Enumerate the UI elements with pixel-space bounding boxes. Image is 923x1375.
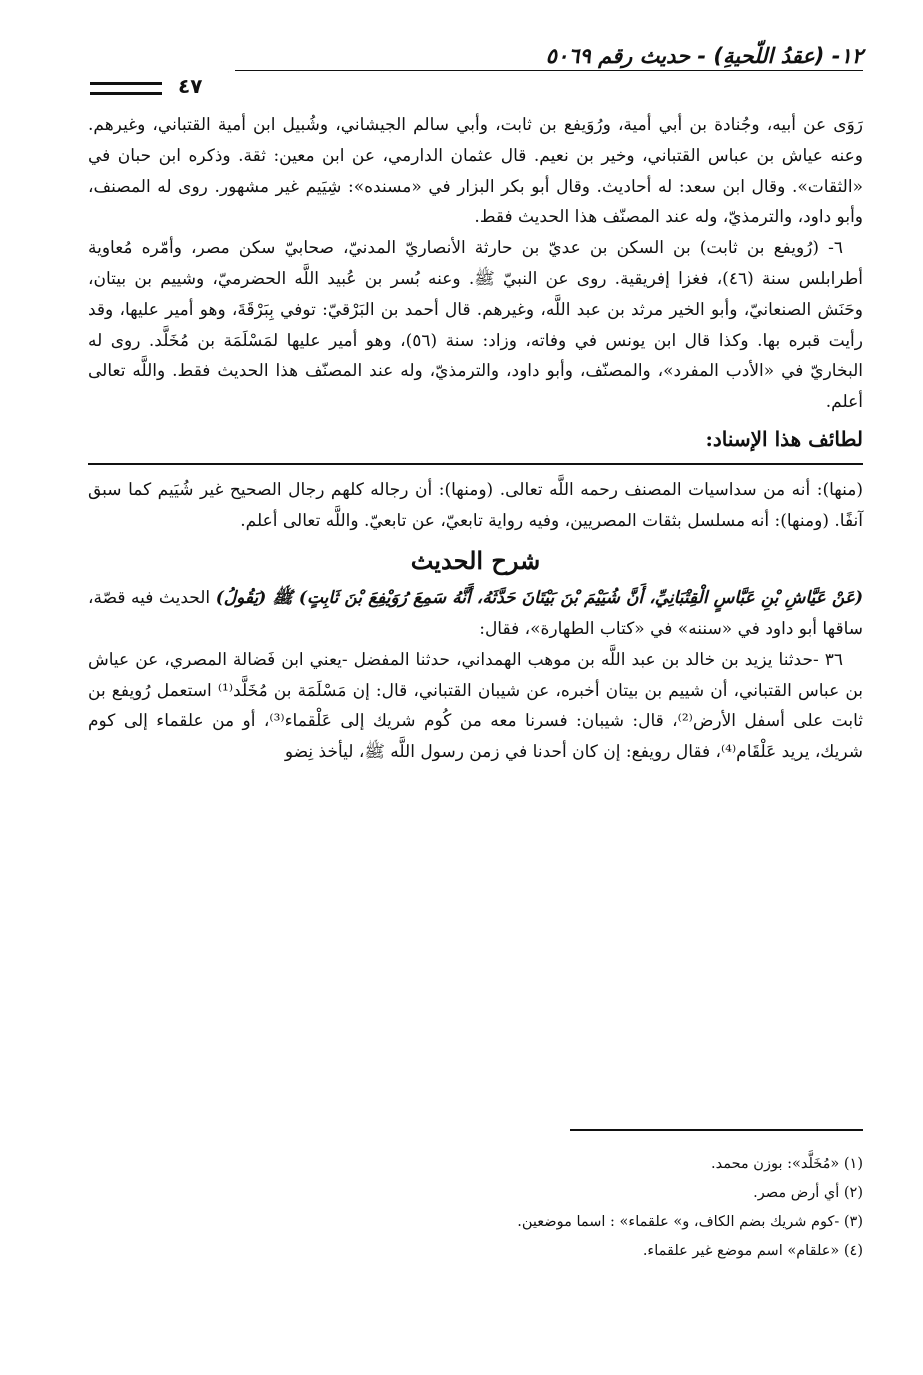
footnote-1: (١) «مُخَلَّد»: بوزن محمد. bbox=[710, 1156, 863, 1172]
paragraph-abu-dawud-narration: ٣٦ -حدثنا يزيد بن خالد بن عبد اللَّه بن موهب الهمداني، حدثنا المفضل -يعني ابن فَضالة المصري، عن عياش بن عباس القتباني، أن شييم بن بيتان أخبره، عن شيبان القتباني، قال: إن مَسْلَمَة بن مُخَلَّد⁽¹⁾ استعمل رُويفع بن ثابت على أسفل الأرض⁽²⁾، قال: شيبان: فسرنا معه من كُوم شريك إلى عَلْقماء⁽³⁾، أو من علقماء إلى كوم شريك، يريد عَلْقَام⁽⁴⁾، فقال رويفع: إن كان أحدنا في زمن رسول اللَّه ﷺ، ليأخذ نِضو bbox=[88, 649, 864, 763]
footnote-2: (٢) أي أرض مصر. bbox=[753, 1185, 863, 1201]
paragraph-ruwayfi-bio: ٦- (رُويفع بن ثابت) بن السكن بن عديّ بن حارثة الأنصاريّ المدنيّ، صحابيّ سكن مصر، وأمّره مُعاوية أطرابلس سنة (٤٦)، فغزا إفريقية. روى عن النبيّ ﷺ. وعنه بُسر بن عُبيد اللَّه الحضرميّ، وشييم بن بيتان، وحَنَش الصنعانيّ، وأبو الخير مرثد بن عبد اللَّه، وغيرهم. قال أحمد بن البَرْقيّ: توفي بِبَرْقَةَ، وهو أمير عليها، وقد رأيت قبره بها. وكذا قال ابن يونس في وفاته، وزاد: سنة (٥٦)، وهو أمير عليها لمَسْلَمَة بن مُخَلَّد. روى له البخاريّ في «الأدب المفرد»، والمصنّف، وأبو داود، والترمذيّ، وله عند المصنّف هذا الحديث فقط. واللَّه تعالى أعلم. bbox=[88, 238, 863, 413]
page-number: ٤٧ bbox=[178, 74, 203, 98]
hadith-commentary: الحديث فيه قصّة، ساقها أبو داود في «سننه» في «كتاب الطهارة»، فقال: bbox=[88, 588, 863, 639]
hadith-quote: (عَنْ عَيَّاشِ بْنِ عَبَّاسٍ الْقِتْبَانِيِّ، أَنَّ شُيَيْمَ بْنَ بَيْتَانَ حَدَّثَهُ، أَنَّهُ سَمِعَ رُوَيْفِعَ بْنَ ثَابِتٍ) ﷺ (يَقُولُ) bbox=[215, 588, 864, 609]
page-number-rule-bottom bbox=[90, 92, 162, 95]
footnote-4: (٤) «علقام» اسم موضع غير علقماء. bbox=[642, 1243, 863, 1259]
section-heading-isnad: لطائف هذا الإسناد: bbox=[705, 426, 863, 451]
section-heading-sharh: شرح الحديث bbox=[410, 546, 541, 576]
footnote-rule bbox=[570, 1129, 863, 1131]
main-text bbox=[88, 110, 863, 768]
paragraph-hadith-text bbox=[88, 583, 863, 645]
paragraph-narrator-bio: رَوَى عن أبيه، وجُنادة بن أبي أمية، ورُوَيفع بن ثابت، وأبي سالم الجيشاني، وشُبيل ابن أمية القتباني، وغيرهم. وعنه عياش بن عباس القتباني، وخير بن نعيم. قال عثمان الدارمي، عن ابن معين: ثقة. وذكره ابن حبان في «الثقات». وقال ابن سعد: له أحاديث. وقال أبو بكر البزار في «مسنده»: شِيَيم غير مشهور. روى له المصنف، وأبو داود، والترمذيّ، وله عند المصنّف هذا الحديث فقط. bbox=[88, 115, 863, 228]
paragraph-isnad-notes: (منها): أنه من سداسيات المصنف رحمه اللَّه تعالى. (ومنها): أن رجاله كلهم رجال الصحيح غير شُيَيم كما سبق آنفًا. (ومنها): أنه مسلسل بثقات المصريين، وفيه رواية تابعيّ، عن تابعيّ. واللَّه تعالى أعلم. bbox=[88, 479, 863, 531]
header-rule bbox=[235, 70, 863, 71]
footnotes bbox=[88, 1150, 863, 1266]
section-rule bbox=[88, 463, 863, 465]
running-header-title: ١٢- (عقدُ اللّحيةِ) - حديث رقم ٥٠٦٩ bbox=[545, 44, 863, 68]
footnote-3: (٣) -كوم شريك بضم الكاف، و» علقماء» : اسما موضعين. bbox=[517, 1214, 863, 1230]
page-number-rule-top bbox=[90, 82, 162, 85]
